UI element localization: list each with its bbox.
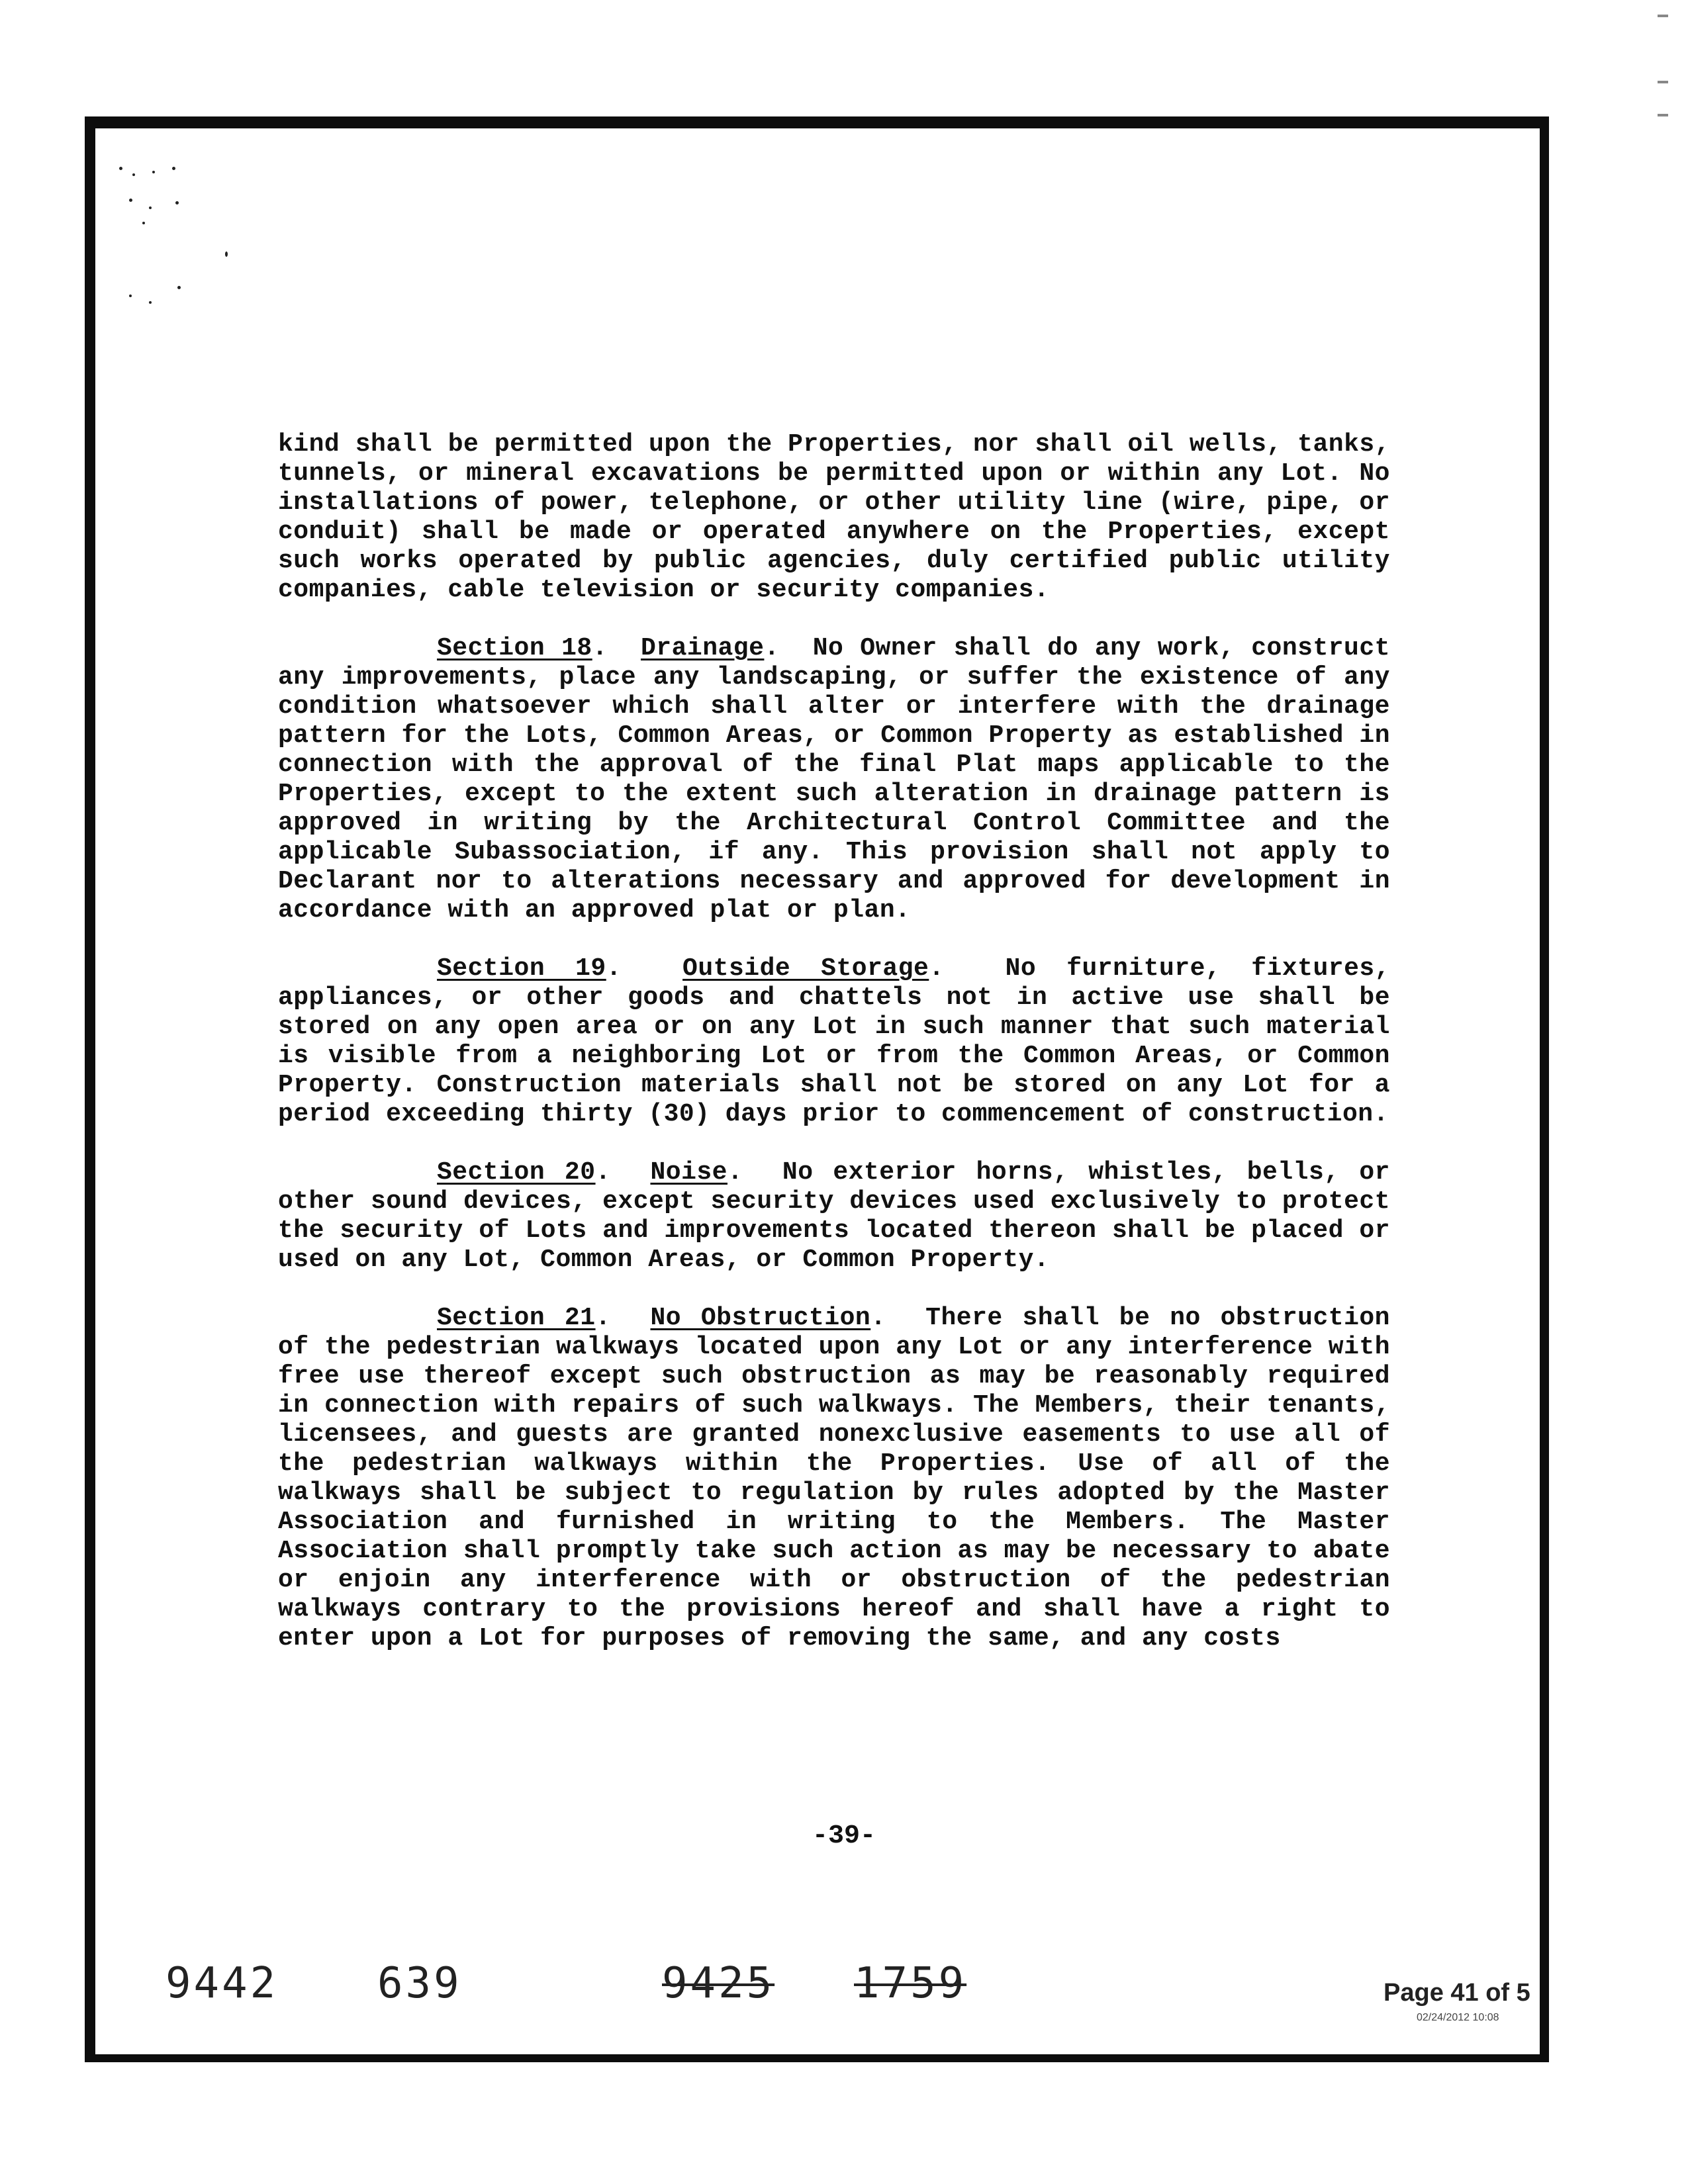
document-body	[278, 430, 1390, 1682]
section-title: No Obstruction	[650, 1304, 871, 1332]
book-number: 9442	[165, 1959, 279, 2008]
paragraph-text: No furniture, fixtures, appliances, or other goods and chattels not in active use shall be stored on any open area or on any Lot in such manner that such material is visible from a neighboring Lot or from the Common Areas, or Common Property. Construction materials shall not be stored on any Lot for a period exceeding thirty (30) days prior to commencement of construction.	[278, 954, 1390, 1128]
section-heading: Section 19	[437, 954, 606, 983]
page-stamp-number: 639	[377, 1959, 462, 2008]
section-title: Noise	[650, 1158, 727, 1187]
scan-speckle	[149, 206, 152, 209]
section-heading: Section 21	[437, 1304, 596, 1332]
edge-mark	[1658, 15, 1668, 17]
recorder-page-count: Page 41 of 5	[1383, 1979, 1530, 2007]
scan-speckle	[225, 251, 228, 257]
scan-speckle	[142, 222, 145, 224]
scan-speckle	[175, 201, 179, 205]
scan-speckle	[129, 199, 132, 202]
struck-page-number: 1759	[854, 1959, 967, 2008]
scan-speckle	[132, 173, 135, 176]
scan-speckle	[177, 286, 181, 289]
section-heading: Section 18	[437, 634, 592, 662]
recorder-timestamp: 02/24/2012 10:08	[1417, 2012, 1499, 2023]
section-18-paragraph: Section 18. Drainage. No Owner shall do any work, construct any improvements, place any landscaping, or suffer the existence of any condition whatsoever which shall alter or interfere with the drainage pattern for the Lots, Common Areas, or Common Property as established in connection with the approval of the final Plat maps applicable to the Properties, except to the extent such alteration in drainage pattern is approved in writing by the Architectural Control Committee and the applicable Subassociation, if any. This provision shall not apply to Declarant nor to alterations necessary and approved for development in accordance with an approved plat or plan.	[278, 634, 1390, 925]
section-19-paragraph: Section 19. Outside Storage. No furniture, fixtures, appliances, or other goods and chattels not in active use shall be stored on any open area or on any Lot in such manner that such material is visible from a neighboring Lot or from the Common Areas, or Common Property. Construction materials shall not be stored on any Lot for a period exceeding thirty (30) days prior to commencement of construction.	[278, 954, 1390, 1128]
page-number: -39-	[812, 1821, 876, 1851]
scan-speckle	[152, 171, 155, 173]
paragraph-text: No Owner shall do any work, construct any improvements, place any landscaping, or suffer the existence of any condition whatsoever which shall alter or interfere with the drainage pattern for the Lots, Common Areas, or Common Property as established in connection with the approval of the final Plat maps applicable to the Properties, except to the extent such alteration in drainage pattern is approved in writing by the Architectural Control Committee and the applicable Subassociation, if any. This provision shall not apply to Declarant nor to alterations necessary and approved for development in accordance with an approved plat or plan.	[278, 634, 1390, 925]
section-title: Drainage	[640, 634, 765, 662]
edge-mark	[1658, 114, 1668, 116]
section-20-paragraph: Section 20. Noise. No exterior horns, whistles, bells, or other sound devices, except security devices used exclusively to protect the security of Lots and improvements located thereon shall be placed or used on any Lot, Common Areas, or Common Property.	[278, 1158, 1390, 1274]
paragraph-text: kind shall be permitted upon the Properties, nor shall oil wells, tanks, tunnels, or mineral excavations be permitted upon or within any Lot. No installations of power, telephone, or other utility line (wire, pipe, or conduit) shall be made or operated anywhere on the Properties, except such works operated by public agencies, duly certified public utility companies, cable television or security companies.	[278, 430, 1390, 604]
paragraph-continuation	[278, 430, 1390, 605]
struck-book-number: 9425	[662, 1959, 775, 2008]
paragraph-text: There shall be no obstruction of the pedestrian walkways located upon any Lot or any interference with free use thereof except such obstruction as may be reasonably required in connection with repairs of such walkways. The Members, their tenants, licensees, and guests are granted nonexclusive easements to use all of the pedestrian walkways within the Properties. Use of all of the walkways shall be subject to regulation by rules adopted by the Master Association and furnished in writing to the Members. The Master Association shall promptly take such action as may be necessary to abate or enjoin any interference with or obstruction of the pedestrian walkways contrary to the provisions hereof and shall have a right to enter upon a Lot for purposes of removing the same, and any costs	[278, 1304, 1390, 1653]
scan-speckle	[129, 295, 132, 297]
edge-mark	[1658, 81, 1668, 83]
paragraph-text: No exterior horns, whistles, bells, or other sound devices, except security devices used exclusively to protect the security of Lots and improvements located thereon shall be placed or used on any Lot, Common Areas, or Common Property.	[278, 1158, 1390, 1274]
section-title: Outside Storage	[682, 954, 929, 983]
section-21-paragraph: Section 21. No Obstruction. There shall be no obstruction of the pedestrian walkways located upon any Lot or any interference with free use thereof except such obstruction as may be reasonably required in connection with repairs of such walkways. The Members, their tenants, licensees, and guests are granted nonexclusive easements to use all of the pedestrian walkways within the Properties. Use of all of the walkways shall be subject to regulation by rules adopted by the Master Association and furnished in writing to the Members. The Master Association shall promptly take such action as may be necessary to abate or enjoin any interference with or obstruction of the pedestrian walkways contrary to the provisions hereof and shall have a right to enter upon a Lot for purposes of removing the same, and any costs	[278, 1304, 1390, 1653]
scan-speckle	[149, 301, 152, 304]
scan-speckle	[119, 167, 122, 170]
scan-speckle	[172, 167, 175, 170]
section-heading: Section 20	[437, 1158, 596, 1187]
